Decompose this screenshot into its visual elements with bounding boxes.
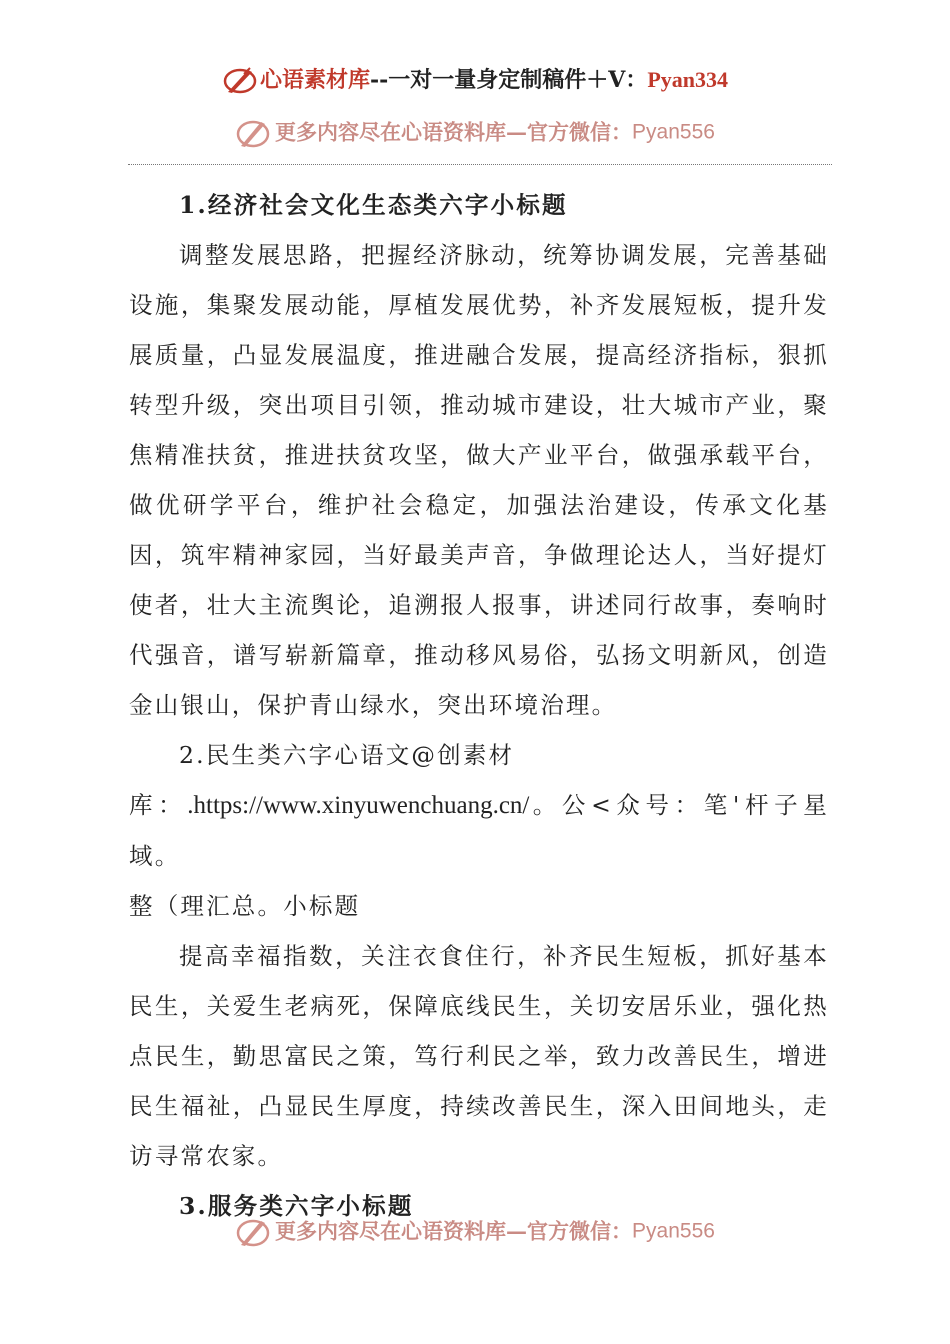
header-wechat-id: Pyan334 [647, 67, 729, 92]
section-paragraph-1: 调整发展思路，把握经济脉动，统筹协调发展，完善基础设施，集聚发展动能，厚植发展优势，补齐发展短板，提升发展质量，凸显发展温度，推进融合发展，提高经济指标，狠抓转型升级，突出项目引领，推动城市建设，壮大城市产业，聚焦精准扶贫，推进扶贫攻坚，做大产业平台，做强承载平台，做优研学平台，维护社会稳定，加强法治建设，传承文化基因，筑牢精神家园，当好最美声音，争做理论达人，当好提灯使者，壮大主流舆论，追溯报人报事，讲述同行故事，奏响时代强音，谱写崭新篇章，推动移风易俗，弘扬文明新风，创造金山银山，保护青山绿水，突出环境治理。 [129, 241, 829, 719]
header-tagline: --一对一量身定制稿件＋V： [369, 67, 648, 93]
header-divider [128, 164, 832, 165]
heading2-suffix: 。公<众号：笔'杆子星域。 [129, 791, 829, 870]
quill-pen-logo-icon [235, 116, 271, 150]
footer-watermark-wechat: Pyan556 [632, 1219, 715, 1243]
quill-pen-logo-icon [235, 1215, 271, 1249]
brand-name: 心语素材库 [259, 67, 370, 93]
quill-pen-logo-icon [222, 64, 258, 96]
source-url-link[interactable]: .https://www.xinyuwenchuang.cn/ [187, 792, 530, 819]
section-heading-3: 3.服务类六字小标题 [179, 1192, 414, 1220]
heading2-prefix: 库： [129, 791, 188, 819]
document-body [129, 180, 829, 1231]
header-watermark-text: 更多内容尽在心语资料库—官方微信： [275, 119, 633, 145]
footer-watermark-text: 更多内容尽在心语资料库—官方微信： [275, 1218, 633, 1244]
header-banner [0, 62, 950, 98]
section-heading-2-line1: 2.民生类六字心语文@创素材 [179, 741, 515, 769]
section-heading-2-line2 [129, 780, 829, 881]
header-watermark [0, 113, 950, 151]
section-heading-1: 1.经济社会文化生态类六字小标题 [179, 191, 568, 219]
header-watermark-wechat: Pyan556 [632, 120, 715, 144]
section-paragraph-2: 提高幸福指数，关注衣食住行，补齐民生短板，抓好基本民生，关爱生老病死，保障底线民生，关切安居乐业，强化热点民生，勤思富民之策，笃行利民之举，致力改善民生，增进民生福祉，凸显民生厚度，持续改善民生，深入田间地头，走访寻常农家。 [129, 942, 829, 1170]
section-heading-2-line3: 整（理汇总。小标题 [129, 892, 361, 920]
footer-watermark [0, 1212, 950, 1250]
